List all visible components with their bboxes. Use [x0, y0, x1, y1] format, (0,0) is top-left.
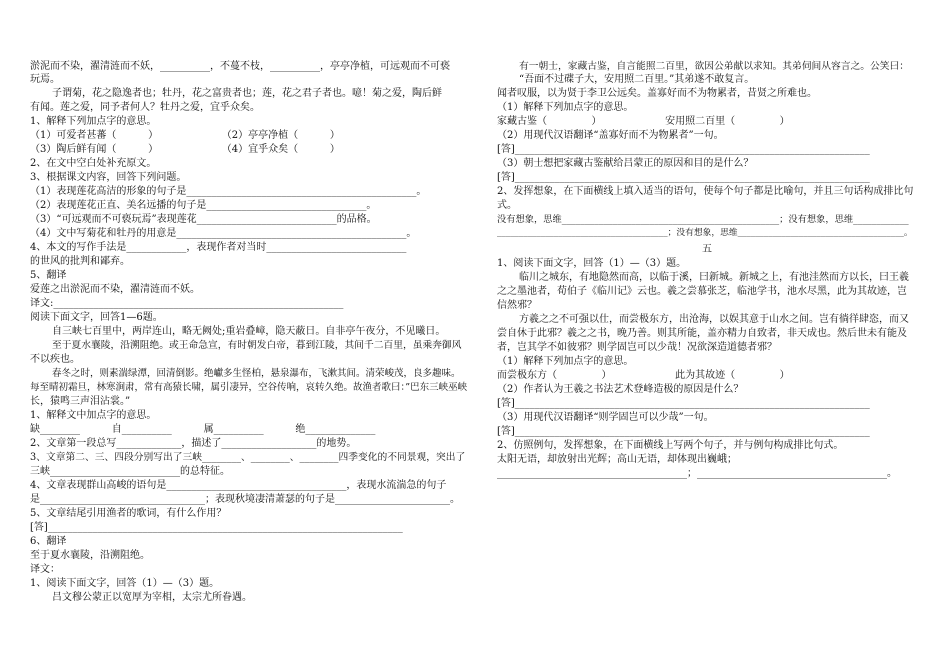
answer-line: 是_________________________________；表现秋境凄清萧瑟的句子是_______________________。 [30, 494, 460, 505]
question-heading: 1、阅读下面文字，回答（1）—（3）题。 [30, 578, 220, 589]
answer-line: 没有想象，思维_______________________________________________；没有想象，思维____________ [497, 214, 909, 225]
answer-line: 4、本文的写作手法是____________，表现作者对当时____________________________ [30, 242, 407, 253]
text-line: 之之墨池者，荀伯子《临川记》云也。羲之尝慕张芝，临池学书，池水尽黑，此为其故迹，岂 [497, 286, 907, 297]
text-line: 的世风的批判和鄙弃。 [30, 256, 130, 267]
answer-line: 4、文章表现群山高峻的语句是____________________________________，表现水流湍急的句子 [30, 480, 447, 491]
answer-line: 2、文章第一段总写_____________，描述了___________________的地势。 [30, 438, 357, 449]
answer-line: （3）“可远观而不可亵玩焉”表现莲花____________________________的品格。 [30, 214, 377, 225]
question-heading: （2）用现代汉语翻译“盖寡好而不为物累者”一句。 [497, 130, 724, 141]
text-line: 式。 [497, 200, 517, 211]
text-line: 方羲之之不可强以仕，而尝极东方，出沧海，以娱其意于山水之间。岂有徜徉肆恣，而又 [519, 314, 909, 325]
question-heading: 3、根据课文内容，回答下列问题。 [30, 172, 187, 183]
text-line: 有闻。莲之爱，同予者何人？牡丹之爱，宜乎众矣。 [30, 102, 260, 113]
answer-line: 译文:__________________________________________________________ [30, 298, 344, 309]
answer-line: （1）表现莲花高洁的形象的句子是______________________________________________。 [30, 186, 427, 197]
answer-line: （2）表现莲花正直、美名远播的句子是________________________________。 [30, 200, 377, 211]
question-heading: 1、解释文中加点字的意思。 [30, 410, 157, 421]
text-line: 子谓菊，花之隐逸者也；牡丹，花之富贵者也；莲，花之君子者也。噫！菊之爱，陶后鲜 [52, 88, 442, 99]
answer-line: 而尝极东方（ ） 此为其故迹（ ） [497, 370, 790, 381]
text-line: 尝自休于此邪？羲之之书，晚乃善。则其所能，盖亦精力自致者，非天成也。然后世未有能及 [497, 328, 907, 339]
text-line: 自三峡七百里中，两岸连山，略无阙处;重岩叠嶂，隐天蔽日。自非亭午夜分，不见曦日。 [52, 326, 446, 337]
section-number: 五 [702, 244, 712, 255]
text-line: 春冬之时，则素湍绿潭，回清倒影。绝巘多生怪柏，悬泉瀑布，飞漱其间。清荣峻茂，良多趣味。 [52, 368, 461, 379]
answer-line: [答]_______________________________________________________________________ [497, 172, 870, 183]
question-heading: （1）解释下列加点字的意思。 [497, 356, 634, 367]
answer-line: （3）陶后鲜有闻（ ） （4）宜乎众矣（ ） [30, 144, 340, 155]
text-line: 闻者叹服，以为贤于李卫公远矣。盖寡好而不为物累者，昔贤之所难也。 [497, 88, 817, 99]
answer-line: [答]_______________________________________________________________________ [497, 398, 870, 409]
question-heading: 2、发挥想象，在下面横线上填入适当的语句，使每个句子都是比喻句，并且三句话构成排比句 [497, 186, 914, 197]
answer-line: [答]_______________________________________________________________________ [30, 522, 403, 533]
question-heading: （3）朝士想把家藏古鉴献给吕蒙正的原因和目的是什么？ [497, 158, 754, 169]
text-line: 不以疾也。 [30, 354, 80, 365]
question-heading: 5、翻译 [30, 270, 67, 281]
question-heading: 2、仿照例句，发挥想象，在下面横线上写两个句子，并与例句构成排比句式。 [497, 440, 844, 451]
text-line: 长，猿鸣三声泪沾裳。” [30, 396, 131, 407]
question-heading: （1）解释下列加点字的意思。 [497, 102, 634, 113]
text-line: 至于夏水襄陵，沿溯阻绝。 [30, 550, 150, 561]
text-line: “吾面不过碟子大，安用照二百里。”其弟遂不敢复言。 [519, 74, 755, 85]
answer-line: 三峡__________________________的总特征。 [30, 466, 230, 477]
answer-line: （4）文中写菊花和牡丹的用意是______________________________________________。 [30, 228, 417, 239]
text-line: 爱莲之出淤泥而不染，濯清涟而不妖。 [30, 284, 200, 295]
answer-line: _______________________________________；没有想象，思维______________________________________。 [497, 228, 913, 238]
text-line: 者，岂其学不如彼邪？则学固岂可以少哉！况欲深造道德者邪？ [497, 342, 777, 353]
text-line: 太阳无语，却放射出光辉；高山无语，却体现出巍峨； [497, 454, 737, 465]
question-heading: （3）用现代汉语翻译“则学固岂可以少哉”一句。 [497, 412, 714, 423]
question-heading: 6、翻译 [30, 536, 67, 547]
question-heading: 1、阅读下面文字，回答（1）—（3）题。 [497, 258, 687, 269]
answer-line: ______________________________________；______________________________________。 [497, 468, 897, 479]
question-heading: 阅读下面文字，回答1—6题。 [30, 312, 163, 323]
text-line: 至于夏水襄陵，沿溯阻绝。或王命急宣，有时朝发白帝，暮到江陵，其间千二百里，虽乘奔御风 [52, 340, 462, 351]
answer-line: （1）可爱者甚蕃（ ） （2）亭亭净植（ ） [30, 130, 340, 141]
text-line: 吕文穆公蒙正以宽厚为宰相，太宗尤所眷遇。 [52, 592, 252, 603]
text-line: 译文： [30, 564, 60, 575]
text-line: 玩焉。 [30, 74, 60, 85]
question-heading: 1、解释下列加点字的意思。 [30, 116, 157, 127]
answer-line: [答]_______________________________________________________________________ [497, 144, 870, 155]
answer-line: 3、文章第二、三、四段分别写出了三峡________、________、________四季变化的不同景观，突出了 [30, 452, 466, 463]
text-line: 有一朝士，家藏古鉴，自言能照二百里，欲因公弟献以求知。其弟伺间从容言之。公笑曰： [519, 61, 909, 72]
answer-line: 缺________ 自__________ 属__________ 绝______________ [30, 424, 376, 435]
answer-line: [答]_______________________________________________________________________ [497, 426, 870, 437]
text-line: 淤泥而不染，濯清涟而不妖，__________，不蔓不枝，__________，亭亭净植，可远观而不可亵 [30, 61, 450, 72]
text-line: 每至晴初霜旦，林寒涧肃，常有高猿长啸，属引凄异，空谷传响，哀转久绝。故渔者歌曰：”巴东三峡巫峡 [30, 382, 468, 393]
text-line: 临川之城东，有地隐然而高，以临于溪，曰新城。新城之上，有池洼然而方以长，曰王羲 [519, 272, 909, 283]
answer-line: 家藏古鉴（ ） 安用照二百里（ ） [497, 116, 790, 127]
question-heading: 5、文章结尾引用渔者的歌词，有什么作用？ [30, 508, 227, 519]
text-line: 信然邪？ [497, 300, 537, 311]
question-heading: 2、在文中空白处补充原文。 [30, 158, 157, 169]
question-heading: （2）作者认为王羲之书法艺术登峰造极的原因是什么？ [497, 384, 744, 395]
